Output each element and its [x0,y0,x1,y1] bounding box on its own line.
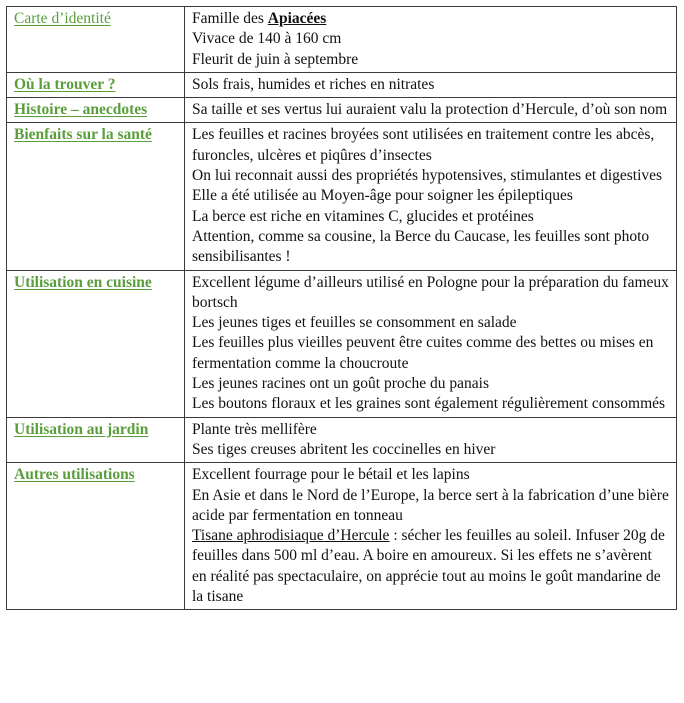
content-line: Les feuilles plus vieilles peuvent être cuites comme des bettes ou mises en fermentation comme la choucroute [192,334,654,372]
row-ou-la-trouver [7,72,677,97]
content-line: Les jeunes tiges et feuilles se consomment en salade [192,314,517,332]
content-line: Fleurit de juin à septembre [192,50,359,68]
row-label-cell [7,123,185,270]
plant-info-table [6,6,677,610]
family-line: Famille des Apiacées [192,10,327,27]
content-line: Plante très mellifère [192,420,317,438]
row-label-cell [7,98,185,123]
content-line: Sols frais, humides et riches en nitrates [192,75,435,93]
row-histoire-anecdotes [7,98,677,123]
content-line: Excellent fourrage pour le bétail et les lapins [192,466,470,484]
content-line: Les feuilles et racines broyées sont utilisées en traitement contre les abcès, furoncles, ulcères et piqûres d’insectes [192,126,655,164]
row-content-cell [185,72,677,97]
family-name: Apiacées [267,10,327,27]
row-label-cuisine: Utilisation en cuisine [14,273,152,291]
row-utilisation-jardin [7,417,677,463]
tisane-title: Tisane aphrodisiaque d’Hercule [192,527,390,545]
row-bienfaits-sante [7,123,677,270]
row-label-histoire: Histoire – anecdotes [14,101,148,119]
content-line: Excellent légume d’ailleurs utilisé en Pologne pour la préparation du fameux bortsch [192,273,669,311]
row-label-cell [7,7,185,73]
content-line: Vivace de 140 à 160 cm [192,30,342,48]
row-utilisation-cuisine [7,270,677,417]
row-label-jardin: Utilisation au jardin [14,420,149,438]
row-label-bienfaits: Bienfaits sur la santé [14,126,152,144]
row-label-carte-identite: Carte d’identité [14,10,111,27]
row-label-cell [7,270,185,417]
content-line: La berce est riche en vitamines C, glucides et protéines [192,207,534,225]
tisane-paragraph [192,526,670,607]
row-label-ou-la-trouver: Où la trouver ? [14,75,116,93]
row-label-cell [7,417,185,463]
content-line: Sa taille et ses vertus lui auraient valu la protection d’Hercule, d’où son nom [192,101,668,119]
row-content-cell [185,7,677,73]
content-line: Elle a été utilisée au Moyen-âge pour soigner les épileptiques [192,187,573,205]
content-line: Les boutons floraux et les graines sont également régulièrement consommés [192,395,666,413]
row-content-cell [185,417,677,463]
row-content-cell [185,463,677,610]
row-label-cell [7,72,185,97]
content-line: En Asie et dans le Nord de l’Europe, la berce sert à la fabrication d’une bière acide par fermentation en tonneau [192,486,669,524]
row-label-cell [7,463,185,610]
row-label-autres: Autres utilisations [14,466,135,484]
content-line: Les jeunes racines ont un goût proche du panais [192,375,489,393]
row-content-cell [185,123,677,270]
content-line: Attention, comme sa cousine, la Berce du Caucase, les feuilles sont photo sensibilisantes ! [192,227,650,266]
content-line: Ses tiges creuses abritent les coccinelles en hiver [192,440,496,458]
row-autres-utilisations [7,463,677,610]
content-line: On lui reconnait aussi des propriétés hypotensives, stimulantes et digestives [192,167,663,185]
row-content-cell [185,270,677,417]
tisane-text: : sécher les feuilles au soleil. Infuser 20g de feuilles dans 500 ml d’eau. A boire en amoureux. Si les effets ne s’avèrent en réalité pas spectaculaire, on apprécie tout au moins le goût mandarine de la tisane [192,527,665,606]
row-carte-identite [7,7,677,73]
row-content-cell [185,98,677,123]
